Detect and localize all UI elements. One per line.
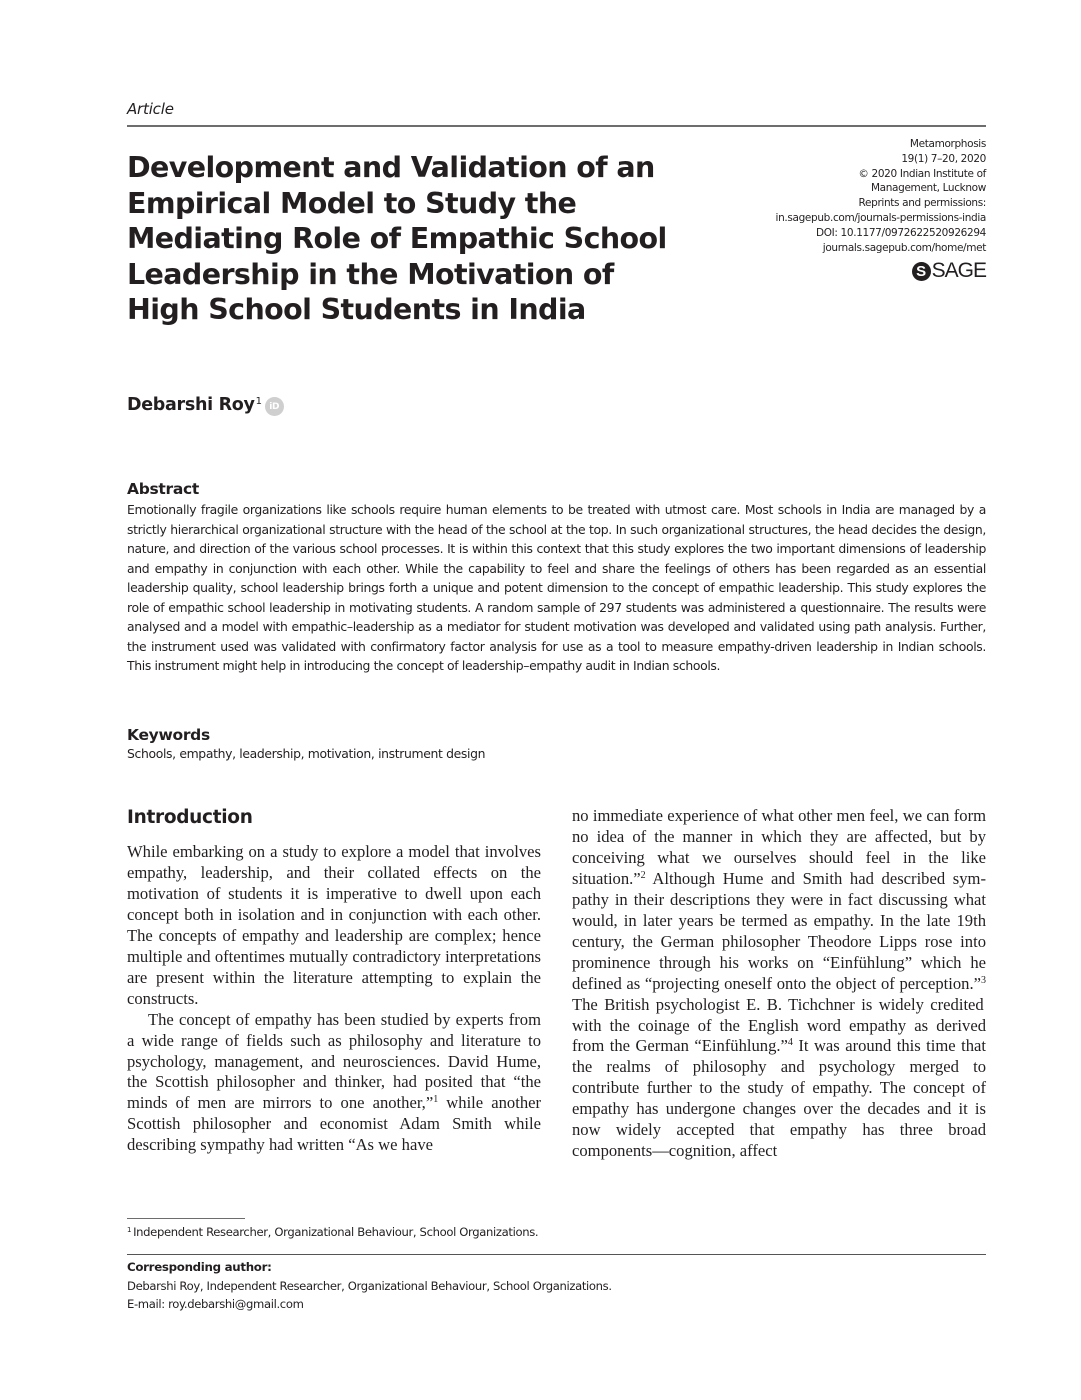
footnote-rule [127,1218,245,1219]
paragraph [127,1010,541,1157]
journal-issue: 19(1) 7–20, 2020 [901,152,986,165]
title-line: Development and Validation of an [127,151,655,184]
introduction-heading: Introduction [127,807,253,828]
paper-title [127,150,687,328]
copyright-line: © 2020 Indian Institute of [858,167,986,180]
journal-metadata [776,137,986,255]
corresponding-author-heading: Corresponding author: [127,1260,272,1274]
paragraph [572,806,986,1162]
body-column-left [127,842,541,1156]
title-line: High School Students in India [127,293,586,326]
title-line: Mediating Role of Empathic School [127,222,667,255]
corresponding-author-email[interactable]: E-mail: roy.debarshi@gmail.com [127,1296,304,1311]
sage-s-circle-icon: S [912,262,931,281]
keywords-heading: Keywords [127,726,210,744]
article-type-label: Article [127,100,174,118]
footnote-text: Independent Researcher, Organizational Behaviour, School Organizations. [133,1225,539,1239]
paragraph-text: The British psychologist E. B. Tichchner is widely credited with the coinage of the English word empathy as derived from the German “Einfühlung.” [572,994,986,1056]
reprints-label: Reprints and permissions: [858,197,986,210]
paragraph-text: The concept of empathy has been studied by experts from a wide range of fields such as philosophy and literature to psychology, management, and neurosciences. David Hume, the Scottish philosopher and thinker, had posited that “the minds of men are mirrors to one another,” [127,1009,541,1113]
paragraph: While embarking on a study to explore a model that involves empathy, leadership, and their collated effects on the motivation of students it is imperative to dwell upon each concept both in isolation and in conjunction with each other. The concepts of empathy and leadership are complex; hence multiple and oftentimes mutually contradictory interpretations are present within the literature attempting to explain the constructs. [127,842,541,1008]
abstract-text: Emotionally fragile organizations like schools require human elements to be treated with utmost care. Most schools in India are managed by a strictly hierarchical organizational structure with the head of the school at the top. In such organizational structures, the head decides the design, nature, and direction of the various school processes. It is within this context that this study explores the two important dimensions of leadership and empathy in conjunction with each other. While the capability to feel and share the feelings of others has been regarded as an essential leadership quality, school leadership brings forth a unique and potent dimension to the concept of empathic leadership. This study explores the role of empathic school leadership in motivating students. A random sample of 297 students was administered a questionnaire. The results were analysed and a model with empathic–leadership as a mediator for student motivation was developed and validated using path analysis. Further, the instrument used was validated with confirmatory factor analysis for use as a tool to measure empathy-driven leadership in Indian schools. This instrument might help in introducing the concept of leadership–empathy audit in Indian schools. [127,502,986,673]
author-line [127,395,284,416]
affiliation-footnote [127,1225,538,1239]
title-line: Empirical Model to Study the [127,186,577,220]
copyright-line: Management, Lucknow [870,182,986,195]
body-column-right [572,806,986,1162]
reference-marker[interactable]: 2 [640,869,646,881]
author-name: Debarshi Roy [127,395,255,415]
corresponding-author-affiliation: Debarshi Roy, Independent Researcher, Organizational Behaviour, School Organizations. [127,1279,612,1293]
reference-marker[interactable]: 3 [981,974,986,986]
paragraph-text: Although Hume and Smith had described sympathy in their descriptions they were in fact discussing what would, in later years be termed as empathy. In the late 19th century, the German philosopher Theodore Lipps rose into prominence through his works on “Einfühlung” which he defined as “projecting oneself onto the object of perception.” [572,868,986,993]
journal-name: Metamorphosis [909,138,986,150]
journal-home-link[interactable]: journals.sagepub.com/home/met [822,241,986,254]
abstract-heading: Abstract [127,480,200,498]
paragraph-text: It was around this time that the realms of philosophy and psychology merged to contribute further to the study of empathy. The concept of empathy has undergone changes over the decades and it is now widely accepted that empathy has three broad components—cognition, affect [572,1036,986,1161]
keywords-text: Schools, empathy, leadership, motivation, instrument design [127,746,486,761]
footnote-marker: 1 [127,1226,132,1234]
doi-link[interactable]: DOI: 10.1177/0972622520926294 [815,226,986,239]
orcid-icon[interactable]: iD [265,397,284,416]
permissions-link[interactable]: in.sagepub.com/journals-permissions-india [775,211,986,224]
reference-marker[interactable]: 1 [433,1094,439,1106]
reference-marker[interactable]: 4 [787,1037,793,1049]
sage-logo [912,259,986,283]
title-line: Leadership in the Motivation of [127,257,614,291]
footer-rule [127,1254,986,1255]
corresponding-author-details [127,1278,612,1313]
paragraph-text: no immediate experience of what other men feel, we can form no idea of the manner in which they are affected, but by conceiving what we ourselves should feel in the like situation.” [572,806,986,888]
affiliation-marker: 1 [255,396,262,407]
header-rule [127,125,986,127]
paragraph-text: while another Scottish philosopher and economist Adam Smith while describing sympathy had written “As we have [127,1093,542,1155]
sage-logo-text: SAGE [931,259,986,282]
